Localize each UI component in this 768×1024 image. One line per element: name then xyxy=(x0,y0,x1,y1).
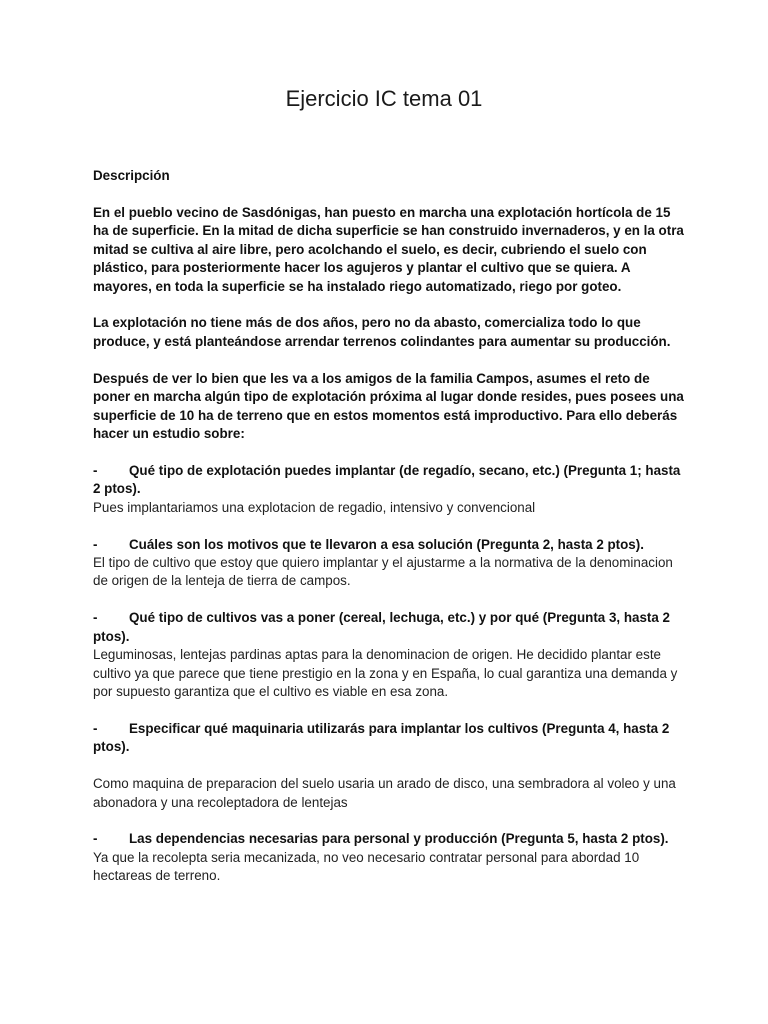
description-paragraph-1: En el pueblo vecino de Sasdónigas, han puesto en marcha una explotación hortícola de 15 ha de superficie. En la mitad de dicha superficie se han construido invernaderos, y en la otra mitad se cultiva al aire libre, pero acolchando el suelo, es decir, cubriendo el suelo con plástico, para posteriormente hacer los agujeros y plantar el cultivo que se quiera. A mayores, en toda la superficie se ha instalado riego automatizado, riego por goteo. xyxy=(93,204,684,294)
question-block-1 xyxy=(93,462,685,517)
question-4 xyxy=(93,720,685,757)
question-2 xyxy=(93,536,685,554)
bullet-dash: - xyxy=(93,462,98,478)
question-block-4 xyxy=(93,720,685,812)
question-1-text: Qué tipo de explotación puedes implantar (de regadío, secano, etc.) (Pregunta 1; hasta 2 ptos). xyxy=(93,462,681,497)
bullet-dash: - xyxy=(93,720,98,736)
answer-4: Como maquina de preparacion del suelo usaria un arado de disco, una sembradora al voleo y una abonadora y una recoleptadora de lentejas xyxy=(93,776,676,810)
question-2-text: Cuáles son los motivos que te llevaron a esa solución (Pregunta 2, hasta 2 ptos). xyxy=(129,536,644,552)
question-3 xyxy=(93,609,685,646)
document-body xyxy=(93,167,685,886)
question-block-5 xyxy=(93,830,685,885)
answer-5: Ya que la recolepta seria mecanizada, no veo necesario contratar personal para abordad 10 hectareas de terreno. xyxy=(93,849,640,884)
answer-1: Pues implantariamos una explotacion de regadio, intensivo y convencional xyxy=(93,499,536,515)
answer-2: El tipo de cultivo que estoy que quiero implantar y el ajustarme a la normativa de la denominacion de origen de la lenteja de tierra de campos. xyxy=(93,555,673,589)
question-block-3 xyxy=(93,609,685,701)
answer-3: Leguminosas, lentejas pardinas aptas para la denominacion de origen. He decidido plantar este cultivo ya que parece que tiene prestigio en la zona y en España, lo cual garantiza una demanda y por supuesto garantiza que el cultivo es viable en esa zona. xyxy=(93,647,678,699)
question-5 xyxy=(93,830,685,848)
question-block-2 xyxy=(93,536,685,591)
question-4-text: Especificar qué maquinaria utilizarás para implantar los cultivos (Pregunta 4, hasta 2 ptos). xyxy=(93,720,670,755)
question-5-text: Las dependencias necesarias para personal y producción (Pregunta 5, hasta 2 ptos). xyxy=(129,831,669,847)
bullet-dash: - xyxy=(93,831,98,847)
description-paragraph-3: Después de ver lo bien que les va a los amigos de la familia Campos, asumes el reto de poner en marcha algún tipo de explotación próxima al lugar donde resides, pues posees una superficie de 10 ha de terreno que en estos momentos está improductivo. Para ello deberás hacer un estudio sobre: xyxy=(93,370,684,441)
document-title: Ejercicio IC tema 01 xyxy=(285,86,483,111)
question-3-text: Qué tipo de cultivos vas a poner (cereal, lechuga, etc.) y por qué (Pregunta 3, hasta 2 ptos). xyxy=(93,610,670,644)
bullet-dash: - xyxy=(93,610,98,626)
bullet-dash: - xyxy=(93,536,98,552)
question-1 xyxy=(93,462,685,499)
section-heading: Descripción xyxy=(93,168,170,183)
description-paragraph-2: La explotación no tiene más de dos años, pero no da abasto, comercializa todo lo que produce, y está planteándose arrendar terrenos colindantes para aumentar su producción. xyxy=(93,315,671,349)
